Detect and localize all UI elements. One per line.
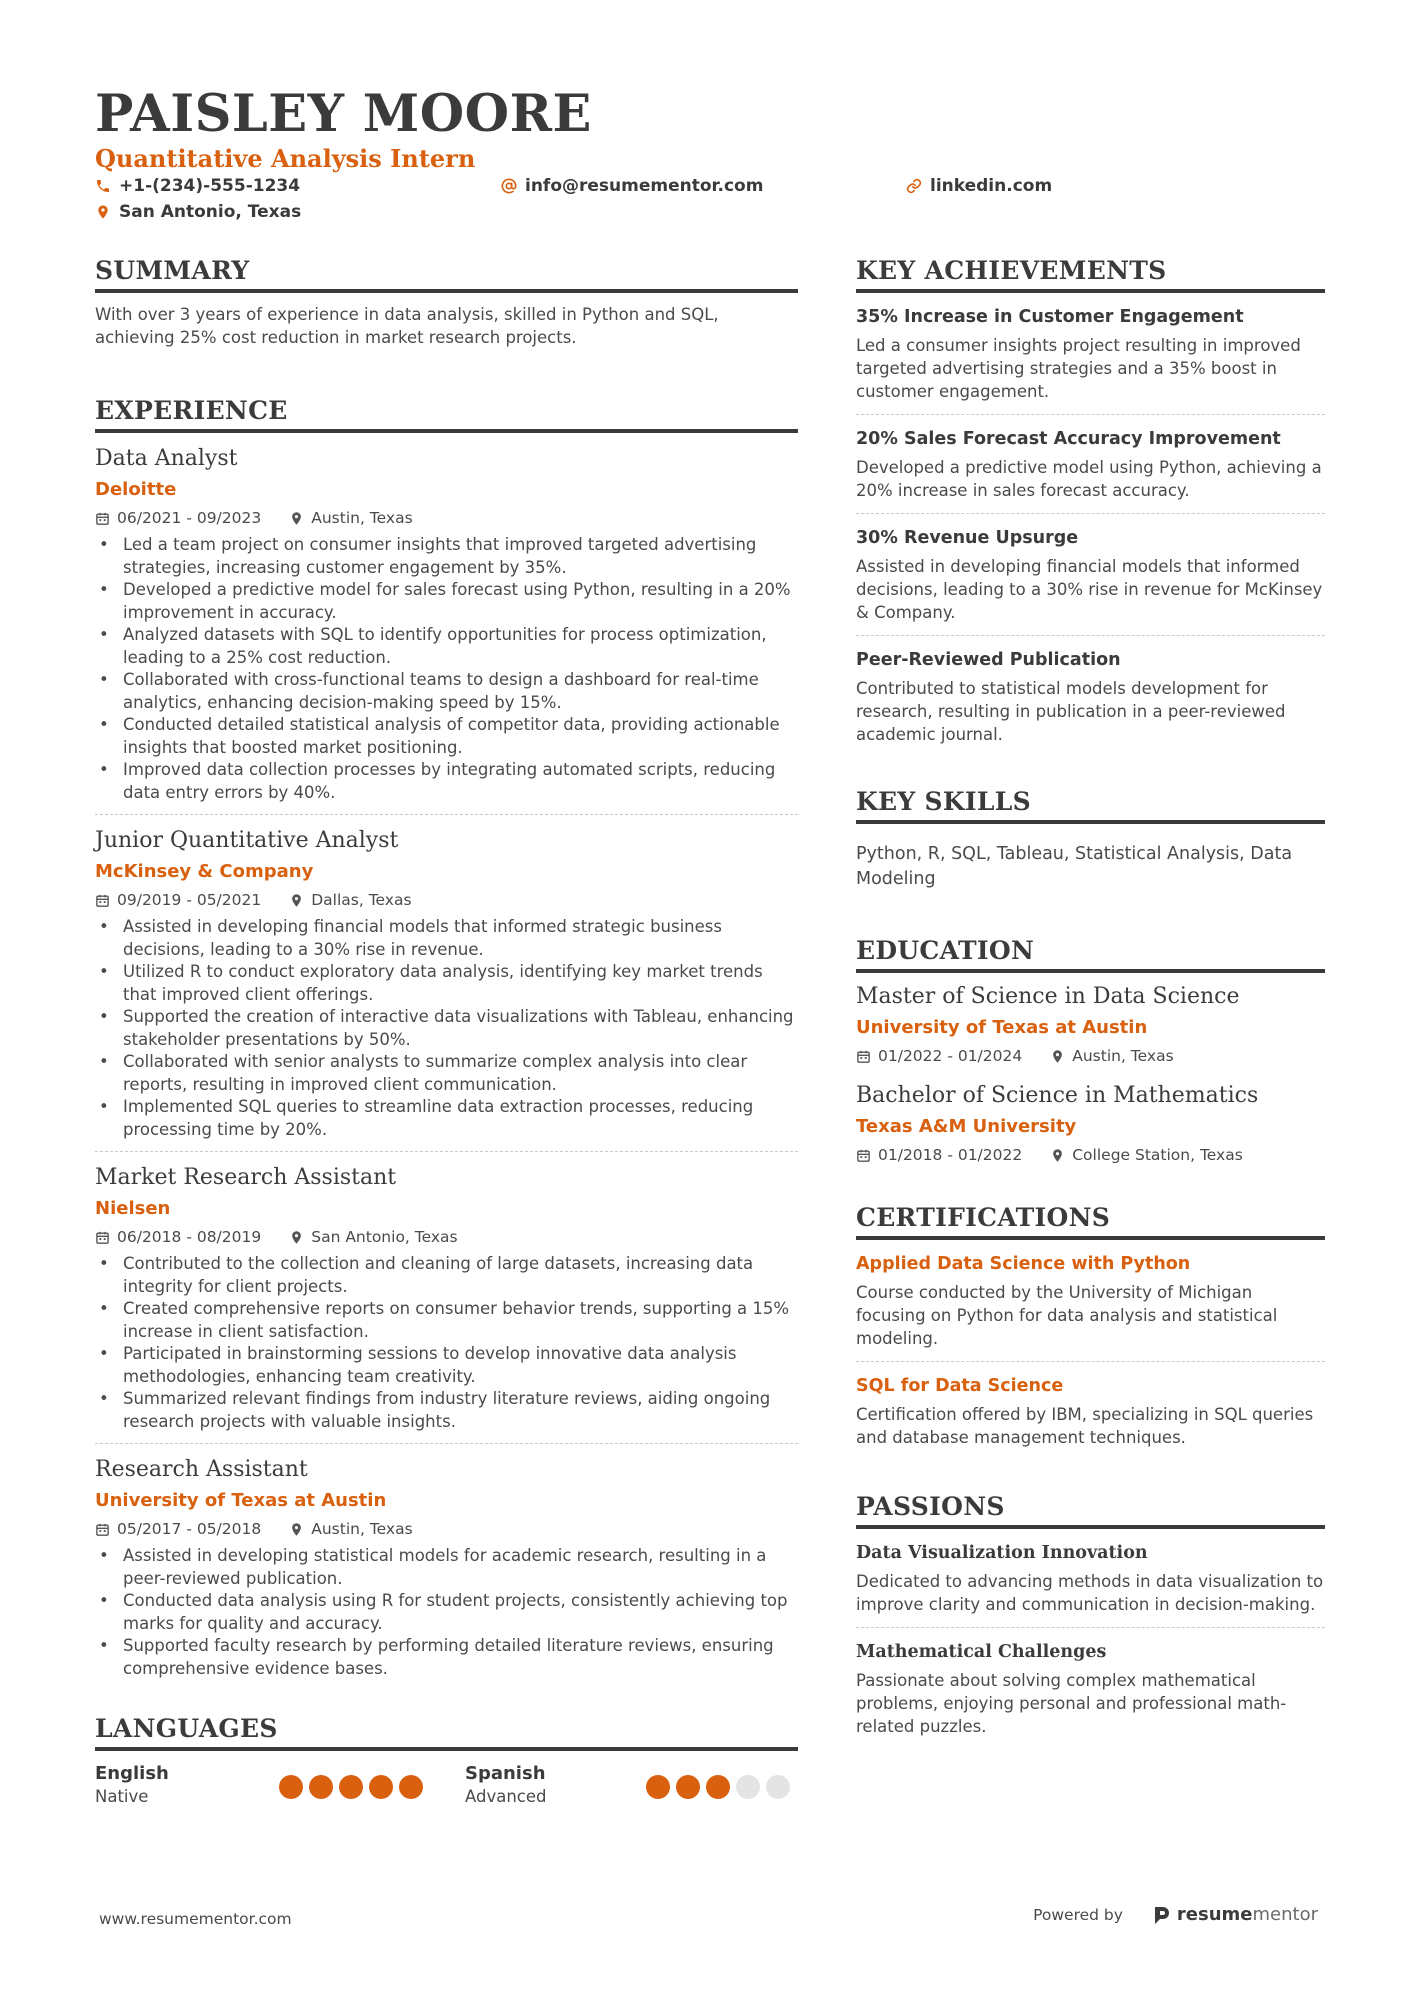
location-text: Austin, Texas: [311, 509, 413, 527]
experience-entry: [95, 1444, 798, 1690]
languages-list: [95, 1763, 798, 1823]
calendar-icon: [95, 893, 110, 908]
powered-by-text: Powered by: [1033, 1905, 1123, 1924]
footer-brand: [1033, 1904, 1318, 1925]
achievement-entry: [856, 293, 1325, 415]
rating-dot: [309, 1775, 333, 1799]
bullet-item: • Collaborated with cross-functional teams to design a dashboard for real-time analytics, enhancing decision-making speed by 15%.: [95, 669, 798, 714]
meta-row: [95, 508, 798, 528]
degree-name: Bachelor of Science in Mathematics: [856, 1083, 1259, 1108]
certifications-list: [856, 1240, 1325, 1460]
bullet-item: • Assisted in developing statistical models for academic research, resulting in a peer-reviewed publication.: [95, 1545, 798, 1590]
passion-title: Data Visualization Innovation: [856, 1543, 1148, 1563]
certification-title: SQL for Data Science: [856, 1376, 1064, 1396]
passion-text: Dedicated to advancing methods in data visualization to improve clarity and communication in decision-making.: [856, 1572, 1324, 1614]
calendar-icon: [95, 1522, 110, 1537]
calendar-icon: [95, 1230, 110, 1245]
candidate-name: PAISLEY MOORE: [95, 84, 592, 144]
location: [1050, 1046, 1173, 1066]
experience-entry: [95, 433, 798, 815]
passions-heading: PASSIONS: [856, 1492, 1325, 1529]
rating-dot: [736, 1775, 760, 1799]
email-text: info@resumementor.com: [525, 176, 764, 196]
company-name: Nielsen: [95, 1198, 171, 1219]
languages-section: [95, 1714, 798, 1823]
passions-section: [856, 1492, 1325, 1749]
education-heading: EDUCATION: [856, 936, 1325, 973]
achievement-text: Developed a predictive model using Python, achieving a 20% increase in sales forecast accuracy.: [856, 458, 1322, 500]
job-title: Research Assistant: [95, 1457, 308, 1482]
education-section: [856, 936, 1325, 1165]
location-text: College Station, Texas: [1072, 1146, 1243, 1164]
calendar-icon: [95, 511, 110, 526]
education-list: [856, 973, 1325, 1165]
rating-dot: [646, 1775, 670, 1799]
email-contact[interactable]: [501, 176, 763, 196]
right-column: [856, 256, 1325, 1749]
job-bullets: [95, 534, 798, 804]
bullet-item: • Conducted detailed statistical analysis of competitor data, providing actionable insights that boosted market positioning.: [95, 714, 798, 759]
job-bullets: [95, 1545, 798, 1680]
phone-icon: [95, 178, 111, 194]
resume-header: [95, 84, 1325, 228]
meta-row: [95, 1227, 798, 1247]
bullet-item: • Collaborated with senior analysts to summarize complex analysis into clear reports, resulting in improved client communication.: [95, 1051, 798, 1096]
achievement-entry: [856, 514, 1325, 636]
rating-dot: [369, 1775, 393, 1799]
link-icon: [906, 178, 922, 194]
contact-info: [95, 176, 1325, 228]
dates-text: 06/2021 - 09/2023: [117, 509, 262, 527]
date-range: [95, 890, 261, 910]
summary-section: [95, 256, 798, 349]
bullet-item: • Participated in brainstorming sessions to develop innovative data analysis methodologies, enhancing team creativity.: [95, 1343, 798, 1388]
language-level: Advanced: [465, 1787, 547, 1806]
achievements-list: [856, 293, 1325, 757]
meta-row: [856, 1145, 1325, 1165]
experience-list: [95, 433, 798, 1690]
date-range: [856, 1046, 1022, 1066]
certification-text: Certification offered by IBM, specializing in SQL queries and database management techniques.: [856, 1405, 1314, 1447]
experience-entry: [95, 815, 798, 1152]
experience-section: [95, 396, 798, 1690]
certification-entry: [856, 1240, 1325, 1362]
location-text: San Antonio, Texas: [119, 202, 302, 222]
dates-text: 09/2019 - 05/2021: [117, 891, 262, 909]
bullet-item: • Supported faculty research by performing detailed literature reviews, ensuring comprehensive evidence bases.: [95, 1635, 798, 1680]
bullet-item: • Implemented SQL queries to streamline data extraction processes, reducing processing time by 20%.: [95, 1096, 798, 1141]
resumementor-logo[interactable]: [1153, 1904, 1318, 1925]
experience-heading: EXPERIENCE: [95, 396, 798, 433]
company-name: McKinsey & Company: [95, 861, 314, 882]
location: [289, 1227, 457, 1247]
school-name: University of Texas at Austin: [856, 1017, 1148, 1038]
phone-text: +1-(234)-555-1234: [119, 176, 301, 196]
location: [289, 1519, 412, 1539]
bullet-item: • Supported the creation of interactive data visualizations with Tableau, enhancing stakeholder presentations by 50%.: [95, 1006, 798, 1051]
education-entry: [856, 1072, 1325, 1165]
experience-entry: [95, 1152, 798, 1444]
language-name: English: [95, 1763, 169, 1784]
skills-text: Python, R, SQL, Tableau, Statistical Analysis, Data Modeling: [856, 844, 1293, 889]
date-range: [856, 1145, 1022, 1165]
rating-dot: [339, 1775, 363, 1799]
location-pin-icon: [289, 893, 304, 908]
location-text: Dallas, Texas: [311, 891, 412, 909]
rating-dot: [766, 1775, 790, 1799]
language-level: Native: [95, 1787, 149, 1806]
passion-entry: [856, 1529, 1325, 1628]
brand-thin: mentor: [1252, 1904, 1318, 1925]
language-rating: [646, 1775, 790, 1799]
company-name: University of Texas at Austin: [95, 1490, 387, 1511]
date-range: [95, 1227, 261, 1247]
bullet-item: • Conducted data analysis using R for student projects, consistently achieving top marks for quality and accuracy.: [95, 1590, 798, 1635]
school-name: Texas A&M University: [856, 1116, 1077, 1137]
certification-title: Applied Data Science with Python: [856, 1254, 1191, 1274]
achievement-text: Contributed to statistical models development for research, resulting in publication in a peer-reviewed academic journal.: [856, 679, 1286, 744]
achievements-section: [856, 256, 1325, 757]
achievement-title: 35% Increase in Customer Engagement: [856, 307, 1244, 327]
job-bullets: [95, 1253, 798, 1433]
location-text: Austin, Texas: [1072, 1047, 1174, 1065]
location-pin-icon: [289, 511, 304, 526]
calendar-icon: [856, 1049, 871, 1064]
bullet-item: • Developed a predictive model for sales forecast using Python, resulting in a 20% improvement in accuracy.: [95, 579, 798, 624]
skills-heading: KEY SKILLS: [856, 787, 1325, 824]
summary-heading: SUMMARY: [95, 256, 798, 293]
achievement-title: 30% Revenue Upsurge: [856, 528, 1079, 548]
certification-entry: [856, 1362, 1325, 1460]
achievement-entry: [856, 636, 1325, 757]
resumementor-logo-icon: [1153, 1905, 1171, 1925]
passion-text: Passionate about solving complex mathematical problems, enjoying personal and professional math-related puzzles.: [856, 1671, 1287, 1736]
bullet-item: • Contributed to the collection and cleaning of large datasets, increasing data integrity for client projects.: [95, 1253, 798, 1298]
language-name: Spanish: [465, 1763, 546, 1784]
rating-dot: [279, 1775, 303, 1799]
location-text: San Antonio, Texas: [311, 1228, 458, 1246]
language-entry: [465, 1763, 795, 1809]
date-range: [95, 508, 261, 528]
skills-section: [856, 787, 1325, 892]
certifications-heading: CERTIFICATIONS: [856, 1203, 1325, 1240]
rating-dot: [676, 1775, 700, 1799]
certification-text: Course conducted by the University of Michigan focusing on Python for data analysis and statistical modeling.: [856, 1283, 1278, 1348]
bullet-item: • Analyzed datasets with SQL to identify opportunities for process optimization, leading to a 25% cost reduction.: [95, 624, 798, 669]
rating-dot: [706, 1775, 730, 1799]
dates-text: 01/2022 - 01/2024: [878, 1047, 1023, 1065]
candidate-title: Quantitative Analysis Intern: [95, 144, 476, 173]
achievements-heading: KEY ACHIEVEMENTS: [856, 256, 1325, 293]
achievement-title: Peer-Reviewed Publication: [856, 650, 1121, 670]
date-range: [95, 1519, 261, 1539]
dates-text: 06/2018 - 08/2019: [117, 1228, 262, 1246]
languages-heading: LANGUAGES: [95, 1714, 798, 1751]
degree-name: Master of Science in Data Science: [856, 984, 1240, 1009]
achievement-entry: [856, 415, 1325, 514]
location-text: Austin, Texas: [311, 1520, 413, 1538]
dates-text: 01/2018 - 01/2022: [878, 1146, 1023, 1164]
bullet-item: • Summarized relevant findings from industry literature reviews, aiding ongoing research projects with valuable insights.: [95, 1388, 798, 1433]
dates-text: 05/2017 - 05/2018: [117, 1520, 262, 1538]
calendar-icon: [856, 1148, 871, 1163]
location-pin-icon: [1050, 1148, 1065, 1163]
achievement-title: 20% Sales Forecast Accuracy Improvement: [856, 429, 1281, 449]
education-entry: [856, 973, 1325, 1066]
passion-entry: [856, 1628, 1325, 1749]
passion-title: Mathematical Challenges: [856, 1642, 1107, 1662]
summary-text: With over 3 years of experience in data analysis, skilled in Python and SQL, achieving 25% cost reduction in market research projects.: [95, 305, 719, 347]
location-pin-icon: [289, 1230, 304, 1245]
language-rating: [279, 1775, 423, 1799]
location-contact: [95, 202, 301, 222]
linkedin-text: linkedin.com: [930, 176, 1053, 196]
company-name: Deloitte: [95, 479, 177, 500]
brand-bold: resume: [1176, 1904, 1253, 1925]
location-pin-icon: [95, 204, 111, 220]
footer-website[interactable]: www.resumementor.com: [99, 1910, 292, 1928]
achievement-text: Assisted in developing financial models that informed decisions, leading to a 30% rise in revenue for McKinsey & Company.: [856, 557, 1323, 622]
meta-row: [856, 1046, 1325, 1066]
phone-contact[interactable]: [95, 176, 300, 196]
at-sign-icon: [501, 178, 517, 194]
location-pin-icon: [1050, 1049, 1065, 1064]
passions-list: [856, 1529, 1325, 1749]
location: [1050, 1145, 1243, 1165]
certifications-section: [856, 1203, 1325, 1460]
job-title: Junior Quantitative Analyst: [95, 828, 399, 853]
bullet-item: • Led a team project on consumer insights that improved targeted advertising strategies, increasing customer engagement by 35%.: [95, 534, 798, 579]
meta-row: [95, 890, 798, 910]
left-column: [95, 256, 798, 1823]
location: [289, 508, 412, 528]
location-pin-icon: [289, 1522, 304, 1537]
bullet-item: • Assisted in developing financial models that informed strategic business decisions, leading to a 30% rise in revenue.: [95, 916, 798, 961]
job-bullets: [95, 916, 798, 1141]
job-title: Data Analyst: [95, 446, 238, 471]
rating-dot: [399, 1775, 423, 1799]
achievement-text: Led a consumer insights project resulting in improved targeted advertising strategies and a 35% boost in customer engagement.: [856, 336, 1301, 401]
linkedin-contact[interactable]: [906, 176, 1052, 196]
location: [289, 890, 411, 910]
bullet-item: • Created comprehensive reports on consumer behavior trends, supporting a 15% increase in client satisfaction.: [95, 1298, 798, 1343]
language-entry: [95, 1763, 425, 1809]
job-title: Market Research Assistant: [95, 1165, 397, 1190]
bullet-item: • Improved data collection processes by integrating automated scripts, reducing data entry errors by 40%.: [95, 759, 798, 804]
meta-row: [95, 1519, 798, 1539]
bullet-item: • Utilized R to conduct exploratory data analysis, identifying key market trends that improved client offerings.: [95, 961, 798, 1006]
